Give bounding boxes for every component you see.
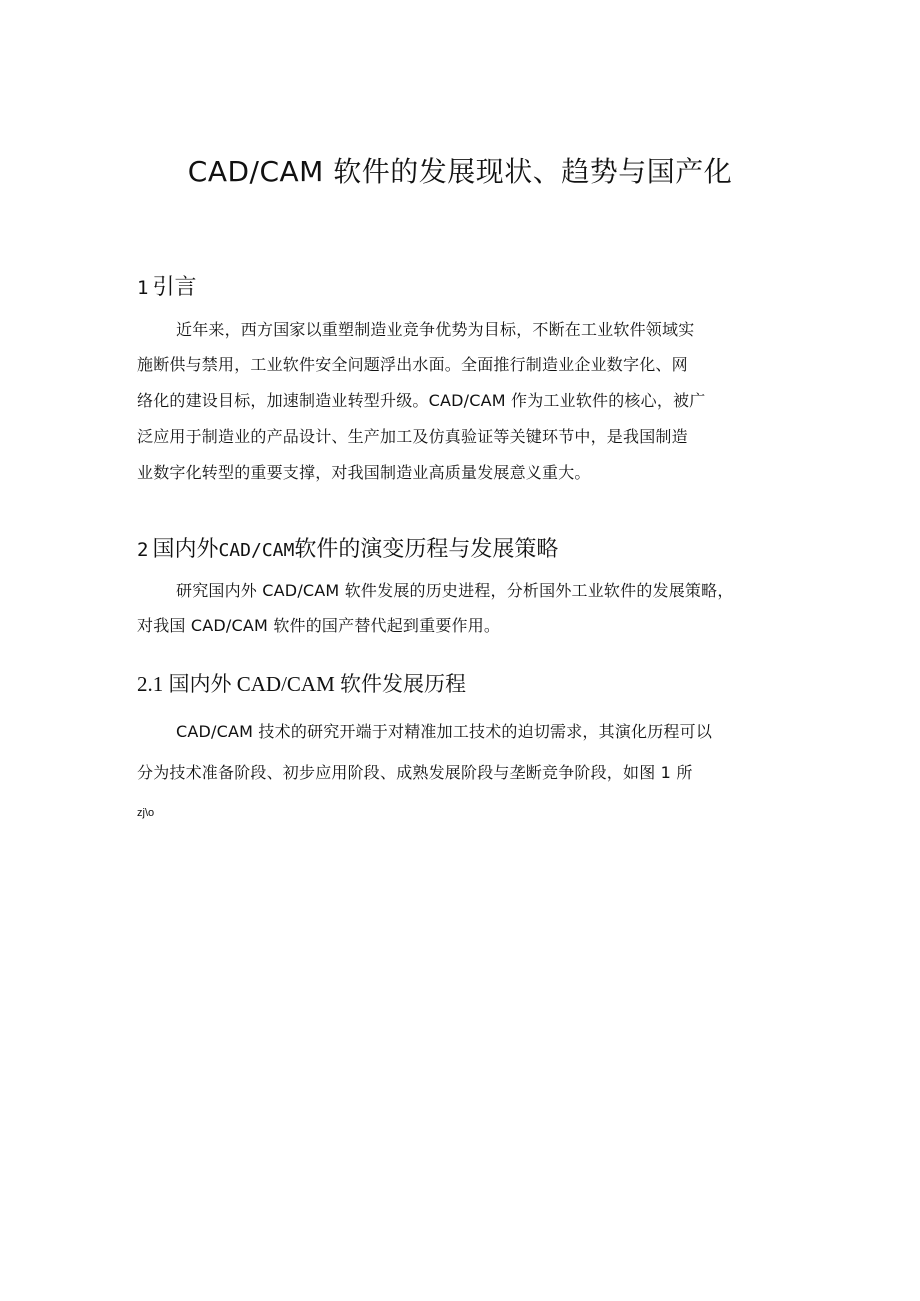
paragraph-line: 对我国 CAD/CAM 软件的国产替代起到重要作用。	[137, 616, 501, 635]
section-1-heading	[137, 272, 196, 304]
trailing-fragment: zj\o	[137, 807, 155, 819]
paragraph-line: CAD/CAM 技术的研究开端于对精准加工技术的迫切需求，其演化历程可以	[176, 722, 713, 741]
paragraph-line: 施断供与禁用，工业软件安全问题浮出水面。全面推行制造业企业数字化、网	[137, 355, 688, 374]
section-2-number: 2	[137, 539, 149, 561]
paragraph-line: 络化的建设目标，加速制造业转型升级。CAD/CAM 作为工业软件的核心，被广	[137, 391, 706, 410]
section-2-title-mono: CAD/CAM	[218, 540, 295, 561]
section-1-number: 1	[137, 277, 149, 299]
paragraph-line: 分为技术准备阶段、初步应用阶段、成熟发展阶段与垄断竞争阶段，如图 1 所	[137, 763, 693, 782]
paragraph-line: 近年来，西方国家以重塑制造业竞争优势为目标，不断在工业软件领域实	[176, 320, 695, 339]
paragraph-line: 业数字化转型的重要支撑，对我国制造业高质量发展意义重大。	[137, 463, 591, 482]
section-2-heading	[137, 534, 558, 567]
document-title: CAD/CAM 软件的发展现状、趋势与国产化	[187, 155, 733, 188]
paragraph-line: 泛应用于制造业的产品设计、生产加工及仿真验证等关键环节中，是我国制造	[137, 427, 688, 446]
subsection-2-1-heading: 2.1 国内外 CAD/CAM 软件发展历程	[137, 672, 467, 696]
paragraph-line: 研究国内外 CAD/CAM 软件发展的历史进程，分析国外工业软件的发展策略，	[176, 581, 734, 600]
section-1-title: 引言	[152, 275, 197, 300]
section-2-title-post: 软件的演变历程与发展策略	[294, 537, 559, 562]
section-2-title-pre: 国内外	[152, 537, 219, 562]
